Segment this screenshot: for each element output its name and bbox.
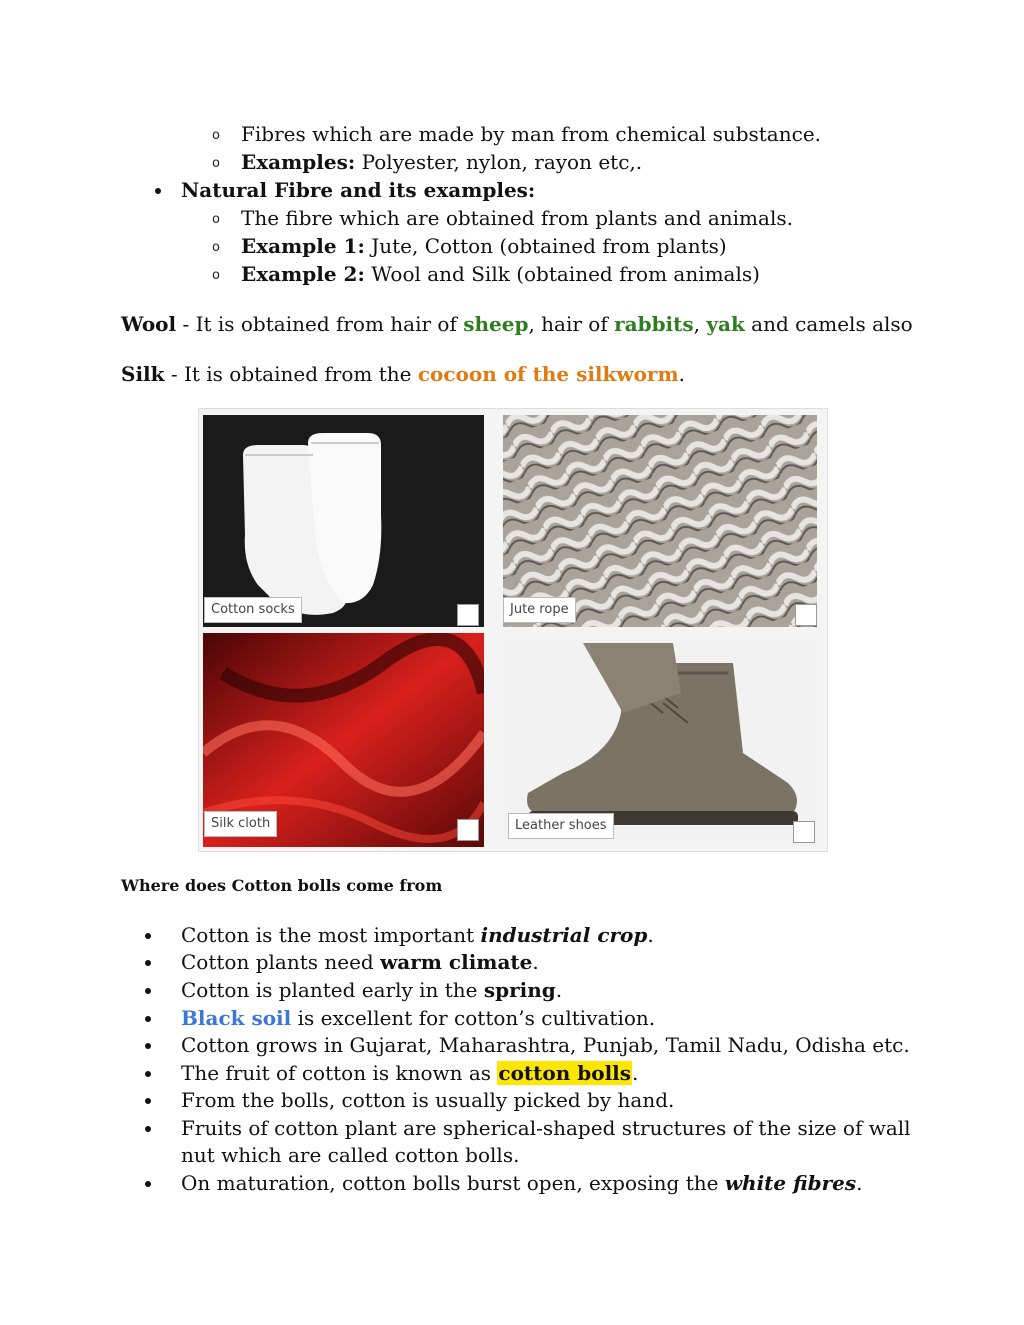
list-item-text: is excellent for cotton’s cultivation. (291, 1006, 656, 1030)
sheep-term: sheep (463, 312, 529, 336)
wool-text: , (693, 312, 707, 336)
wool-label: Wool (121, 312, 177, 336)
list-item-text: The fibre which are obtained from plants and animals. (241, 206, 793, 230)
black-soil-term: Black soil (181, 1006, 292, 1030)
emphasis-text: warm climate (380, 950, 533, 974)
checkbox[interactable] (795, 604, 817, 626)
checkbox[interactable] (793, 821, 815, 843)
list-item (181, 1114, 911, 1142)
list-item (181, 921, 654, 949)
list-item-bold: Example 1: (241, 234, 365, 258)
list-item-text: . (647, 923, 654, 947)
list-item-text: Cotton is the most important (181, 923, 481, 947)
list-item (181, 1059, 638, 1087)
silk-cloth-image (203, 633, 484, 847)
list-item-text: Cotton grows in Gujarat, Maharashtra, Punjab, Tamil Nadu, Odisha etc. (181, 1033, 910, 1057)
list-item (181, 176, 535, 204)
wool-text: , hair of (528, 312, 615, 336)
list-item-bold: Example 2: (241, 262, 365, 286)
list-item-text: . (632, 1061, 639, 1085)
list-item-text: Cotton plants need (181, 950, 381, 974)
cocoon-term: cocoon of the silkworm (417, 362, 679, 386)
emphasis-text: industrial crop (480, 923, 648, 947)
bullet-icon (155, 188, 161, 194)
checkbox[interactable] (457, 604, 479, 626)
section-heading: Where does Cotton bolls come from (121, 876, 443, 895)
wool-text: and camels also (744, 312, 913, 336)
list-item-continuation (181, 1141, 519, 1169)
list-item-text: . (532, 950, 539, 974)
fibre-figure (198, 408, 828, 852)
silk-text: - It is obtained from the (164, 362, 418, 386)
list-item-text: Cotton is planted early in the (181, 978, 484, 1002)
rabbits-term: rabbits (614, 312, 694, 336)
bullet-icon (145, 988, 151, 994)
list-item-text: . (856, 1171, 863, 1195)
emphasis-text: spring (483, 978, 556, 1002)
bullet-icon (145, 960, 151, 966)
jute-rope-image (503, 415, 817, 627)
list-item-text: Polyester, nylon, rayon etc,. (355, 150, 643, 174)
list-item-text: On maturation, cotton bolls burst open, exposing the (181, 1171, 725, 1195)
circle-bullet-icon: o (212, 128, 220, 143)
list-item (181, 976, 562, 1004)
bullet-icon (145, 933, 151, 939)
wool-paragraph (121, 310, 913, 338)
list-item-text: From the bolls, cotton is usually picked by hand. (181, 1088, 675, 1112)
list-item (181, 1086, 674, 1114)
circle-bullet-icon: o (212, 212, 220, 227)
yak-term: yak (706, 312, 745, 336)
list-item (181, 1031, 910, 1059)
leather-shoes-image (503, 633, 817, 847)
list-item-bold: Examples: (241, 150, 356, 174)
caption-cotton-socks: Cotton socks (204, 597, 302, 623)
list-item (181, 1004, 655, 1032)
list-item (241, 120, 821, 148)
list-item (181, 948, 539, 976)
list-item-text: Fruits of cotton plant are spherical-shaped structures of the size of wall (181, 1116, 911, 1140)
bullet-icon (145, 1043, 151, 1049)
list-item-bold: Natural Fibre and its examples: (181, 178, 536, 202)
list-item (241, 232, 727, 260)
caption-silk-cloth: Silk cloth (204, 811, 277, 837)
wool-text: - It is obtained from hair of (176, 312, 464, 336)
caption-jute-rope: Jute rope (503, 597, 576, 623)
silk-paragraph (121, 360, 685, 388)
silk-text: . (678, 362, 685, 386)
checkbox[interactable] (457, 819, 479, 841)
list-item (241, 204, 793, 232)
list-item (241, 260, 760, 288)
silk-label: Silk (121, 362, 165, 386)
list-item-text: Jute, Cotton (obtained from plants) (364, 234, 727, 258)
highlighted-term: cotton bolls (498, 1061, 632, 1085)
bullet-icon (145, 1181, 151, 1187)
bullet-icon (145, 1016, 151, 1022)
circle-bullet-icon: o (212, 268, 220, 283)
bullet-icon (145, 1126, 151, 1132)
list-item-text: nut which are called cotton bolls. (181, 1143, 520, 1167)
circle-bullet-icon: o (212, 240, 220, 255)
list-item-text: The fruit of cotton is known as (181, 1061, 498, 1085)
circle-bullet-icon: o (212, 156, 220, 171)
list-item-text: Wool and Silk (obtained from animals) (364, 262, 760, 286)
caption-leather-shoes: Leather shoes (508, 813, 614, 839)
bullet-icon (145, 1071, 151, 1077)
list-item (181, 1169, 863, 1197)
list-item-text: . (555, 978, 563, 1002)
socks-icon (203, 415, 484, 627)
rope-icon (503, 415, 817, 627)
list-item (241, 148, 642, 176)
cotton-socks-image (203, 415, 484, 627)
bullet-icon (145, 1098, 151, 1104)
emphasis-text: white fibres (724, 1171, 857, 1195)
list-item-text: Fibres which are made by man from chemical substance. (241, 122, 822, 146)
